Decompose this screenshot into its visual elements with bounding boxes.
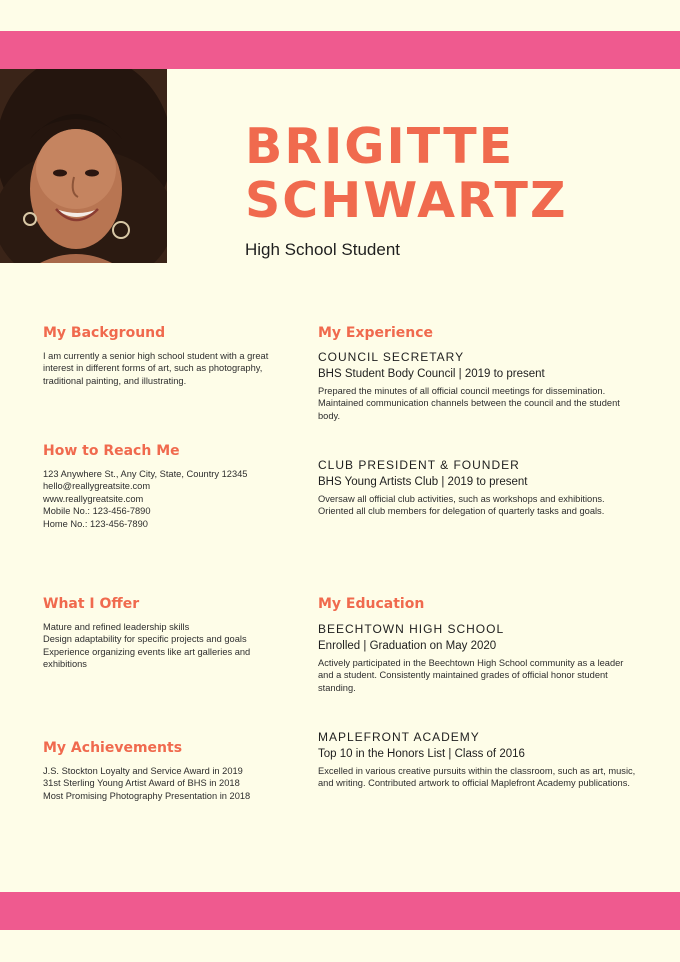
experience-role: CLUB PRESIDENT & FOUNDER — [318, 458, 520, 472]
background-title: My Background — [43, 325, 166, 341]
last-name: SCHWARTZ — [245, 172, 568, 229]
bottom-banner — [0, 892, 680, 930]
education-school: MAPLEFRONT ACADEMY — [318, 730, 480, 744]
full-name — [245, 120, 568, 228]
education-description: Excelled in various creative pursuits within the classroom, such as art, music, and writing. Contributed artwork to official Maplefront Academy publications. — [318, 766, 636, 789]
contact-website: www.reallygreatsite.com — [43, 493, 144, 504]
achievements-title: My Achievements — [43, 740, 183, 756]
top-banner — [0, 31, 680, 69]
contact-home: Home No.: 123-456-7890 — [43, 518, 148, 529]
experience-title: My Experience — [318, 325, 434, 341]
offer-list — [43, 621, 250, 671]
background-line: interest in different forms of art, such as photography, — [43, 363, 263, 374]
experience-role: COUNCIL SECRETARY — [318, 350, 465, 364]
experience-description: Oversaw all official club activities, such as workshops and exhibitions. Oriented all club members for delegation of quarterly tasks and goals. — [318, 494, 605, 517]
achievements-list — [43, 765, 250, 802]
first-name: BRIGITTE — [245, 118, 515, 175]
contact-details — [43, 468, 247, 530]
offer-item: Design adaptability for specific projects and goals — [43, 634, 247, 645]
contact-email: hello@reallygreatsite.com — [43, 481, 151, 492]
achievement-item: 31st Sterling Young Artist Award of BHS in 2018 — [43, 778, 240, 789]
education-detail: Enrolled | Graduation on May 2020 — [318, 640, 497, 652]
education-detail: Top 10 in the Honors List | Class of 2016 — [318, 748, 525, 760]
achievement-item: J.S. Stockton Loyalty and Service Award in 2019 — [43, 766, 243, 776]
background-line: traditional painting, and illustrating. — [43, 375, 187, 386]
achievement-item: Most Promising Photography Presentation in 2018 — [43, 790, 251, 801]
experience-org: BHS Student Body Council | 2019 to present — [318, 368, 545, 380]
education-description: Actively participated in the Beechtown High School community as a leader and a student. Consistently maintained grades of official honor student standing. — [318, 658, 624, 693]
education-school: BEECHTOWN HIGH SCHOOL — [318, 622, 505, 636]
contact-title: How to Reach Me — [43, 443, 180, 459]
education-title: My Education — [318, 596, 425, 612]
offer-item: exhibitions — [43, 659, 87, 670]
experience-description: Prepared the minutes of all official council meetings for dissemination. Maintained communication channels between the council and the student body. — [318, 386, 620, 421]
job-title: High School Student — [245, 240, 400, 259]
background-text — [43, 350, 268, 387]
offer-title: What I Offer — [43, 596, 140, 612]
experience-org: BHS Young Artists Club | 2019 to present — [318, 476, 528, 488]
contact-address: 123 Anywhere St., Any City, State, Country 12345 — [43, 469, 248, 479]
profile-photo — [0, 69, 167, 263]
offer-item: Mature and refined leadership skills — [43, 622, 190, 632]
offer-item: Experience organizing events like art galleries and — [43, 646, 251, 657]
background-line: I am currently a senior high school student with a great — [43, 351, 269, 361]
contact-mobile: Mobile No.: 123-456-7890 — [43, 506, 151, 517]
